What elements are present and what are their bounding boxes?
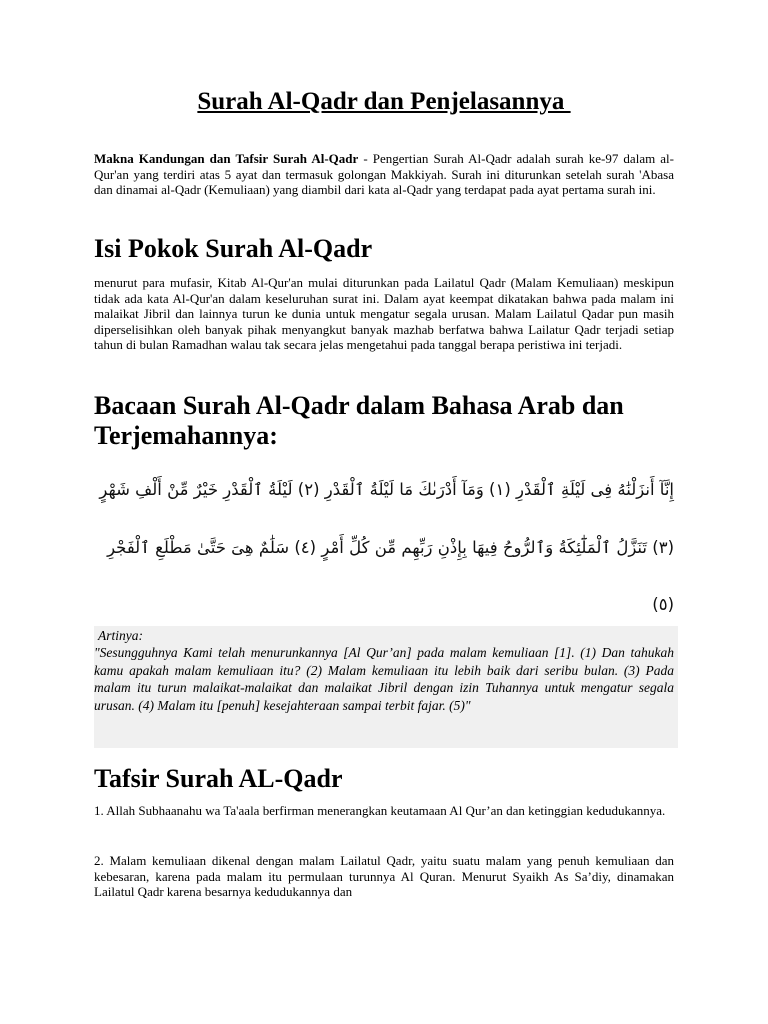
intro-paragraph	[94, 151, 674, 198]
heading-tafsir: Tafsir Surah AL-Qadr	[94, 764, 343, 793]
isi-pokok-paragraph: menurut para mufasir, Kitab Al-Qur'an mulai diturunkan pada Lailatul Qadr (Malam Kemuliaan) meskipun tidak ada kata Al-Qur'an dalam keseluruhan surat ini. Dalam ayat keempat dikatakan bahwa pada malam ini malaikat Jibril dan lainnya turun ke dunia untuk mengatur segala urusan. Malam Lailatul Qadar pun masih diperselisihkan oleh banyak pihak menyangkut banyak mazhab berfatwa bahwa Lailatur Qadr terjadi setiap tahun di bulan Ramadhan walau tak secara jelas mengetahui pada tanggal berapa peristiwa ini terjadi.	[94, 275, 674, 353]
translation-text: "Sesungguhnya Kami telah menurunkannya [Al Qur’an] pada malam kemuliaan [1]. (1) Dan tahukah kamu apakah malam kemuliaan itu? (2) Malam kemuliaan itu lebih baik dari seribu bulan. (3) Pada malam itu turun malaikat-malaikat dan malaikat Jibril dengan izin Tuhannya untuk mengatur segala urusan. (4) Malam itu [penuh] kesejahteraan sampai terbit fajar. (5)"	[94, 645, 674, 713]
intro-text: - Pengertian Surah Al-Qadr adalah surah ke-97 dalam al-Qur'an yang terdiri atas 5 ayat dan termasuk golongan Makkiyah. Surah ini diturunkan setelah surah 'Abasa dan dinamai al-Qadr (Kemuliaan) yang diambil dari kata al-Qadr yang terdapat pada ayat pertama surah ini.	[94, 151, 674, 198]
arabic-verse-line-1: إِنَّآ أَنزَلْنَٰهُ فِى لَيْلَةِ ٱلْقَدْرِ (١) وَمَآ أَدْرَىٰكَ مَا لَيْلَةُ ٱلْقَدْرِ (٢) لَيْلَةُ ٱلْقَدْرِ خَيْرٌ مِّنْ أَلْفِ شَهْرٍ	[99, 480, 674, 499]
page-title: Surah Al-Qadr dan Penjelasannya	[197, 88, 571, 115]
translation-box	[94, 626, 678, 748]
translation-label: Artinya:	[98, 628, 143, 643]
heading-bacaan: Bacaan Surah Al-Qadr dalam Bahasa Arab dan Terjemahannya:	[94, 391, 624, 450]
arabic-verse-line-2: (٣) تَنَزَّلُ ٱلْمَلَٰٓئِكَةُ وَٱلرُّوحُ فِيهَا بِإِذْنِ رَبِّهِم مِّن كُلِّ أَمْرٍ (٤) سَلَٰمٌ هِىَ حَتَّىٰ مَطْلَعِ ٱلْفَجْرِ	[107, 538, 674, 557]
tafsir-paragraph-1: 1. Allah Subhaanahu wa Ta'aala berfirman menerangkan keutamaan Al Qur’an dan ketinggian kedudukannya.	[94, 803, 666, 818]
heading-isi-pokok: Isi Pokok Surah Al-Qadr	[94, 234, 373, 263]
intro-bold-lead: Makna Kandungan dan Tafsir Surah Al-Qadr	[94, 151, 359, 166]
tafsir-paragraph-2: 2. Malam kemuliaan dikenal dengan malam Lailatul Qadr, yaitu suatu malam yang penuh kemuliaan dan kebesaran, karena pada malam itu permulaan turunnya Al Quran. Menurut Syaikh As Sa’diy, dinamakan Lailatul Qadr karena besarnya kedudukannya dan	[94, 853, 674, 900]
arabic-verse-line-3: (٥)	[652, 595, 674, 614]
